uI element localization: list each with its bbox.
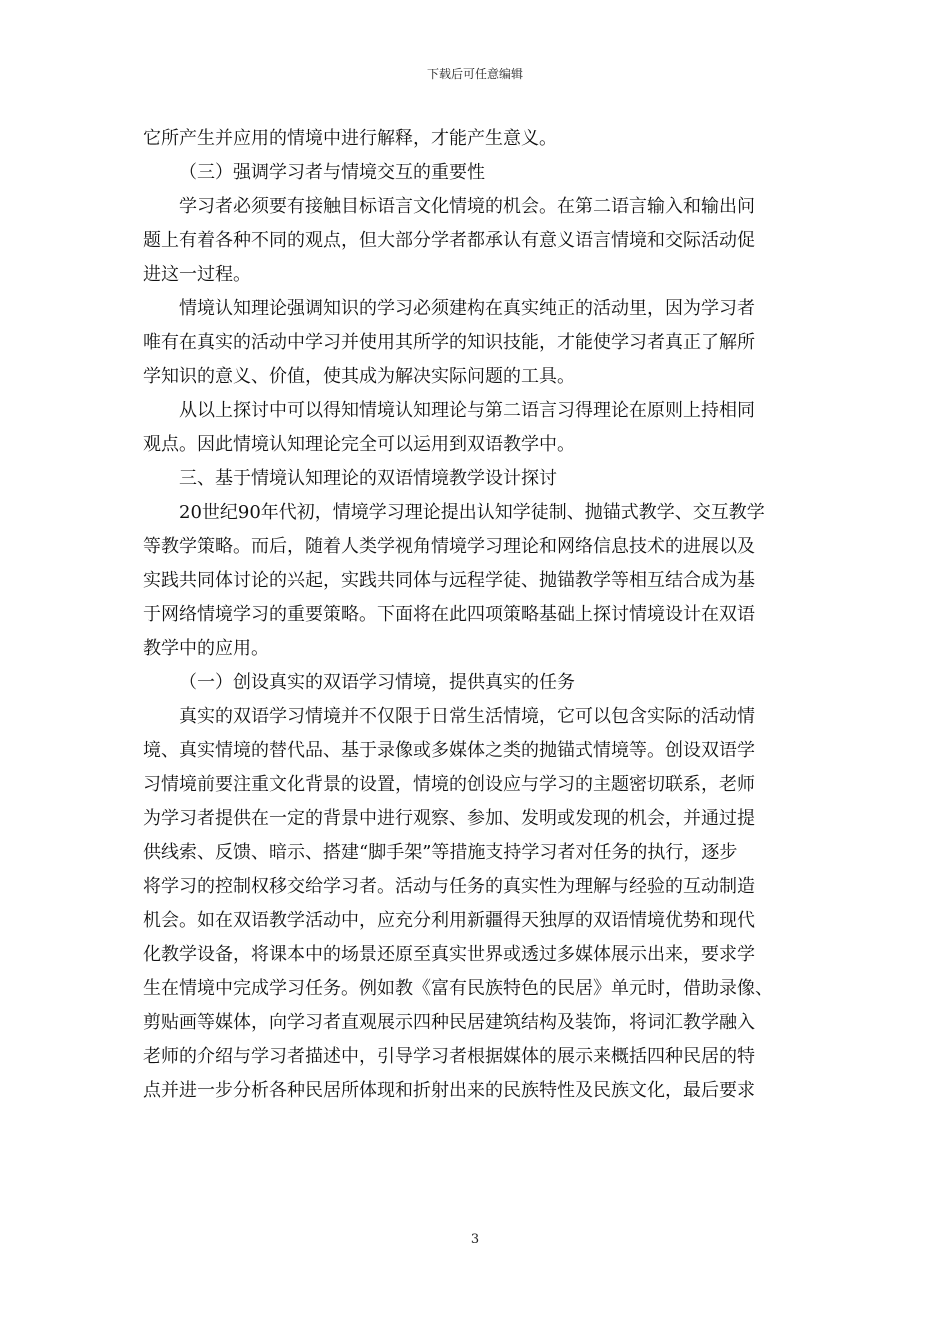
text-line: 实践共同体讨论的兴起，实践共同体与远程学徒、抛锚教学等相互结合成为基 (143, 570, 755, 591)
section-heading: 三、基于情境认知理论的双语情境教学设计探讨 (179, 468, 557, 489)
text-line: 点并进一步分析各种民居所体现和折射出来的民族特性及民族文化，最后要求 (143, 1080, 755, 1101)
text-line: 情境认知理论强调知识的学习必须建构在真实纯正的活动里，因为学习者 (179, 298, 755, 319)
text-line: 唯有在真实的活动中学习并使用其所学的知识技能，才能使学习者真正了解所 (143, 332, 755, 353)
text-line: 进这一过程。 (143, 264, 251, 285)
text-line: 习情境前要注重文化背景的设置，情境的创设应与学习的主题密切联系，老师 (143, 774, 755, 795)
text-line: 供线索、反馈、暗示、搭建“脚手架”等措施支持学习者对任务的执行，逐步 (143, 842, 738, 863)
text-line: 它所产生并应用的情境中进行解释，才能产生意义。 (143, 128, 557, 149)
text-line: 学知识的意义、价值，使其成为解决实际问题的工具。 (143, 366, 575, 387)
text-line: 境、真实情境的替代品、基于录像或多媒体之类的抛锚式情境等。创设双语学 (143, 740, 755, 761)
text-line: 等教学策略。而后，随着人类学视角情境学习理论和网络信息技术的进展以及 (143, 536, 755, 557)
text-line: 生在情境中完成学习任务。例如教《富有民族特色的民居》单元时，借助录像、 (143, 978, 773, 999)
page-number: 3 (470, 1232, 480, 1247)
section-heading: （一）创设真实的双语学习情境，提供真实的任务 (179, 672, 575, 693)
text-line: 将学习的控制权移交给学习者。活动与任务的真实性为理解与经验的互动制造 (143, 876, 755, 897)
text-line: 剪贴画等媒体，向学习者直观展示四种民居建筑结构及装饰，将词汇教学融入 (143, 1012, 755, 1033)
text-line: 老师的介绍与学习者描述中，引导学习者根据媒体的展示来概括四种民居的特 (143, 1046, 755, 1067)
document-body (143, 122, 805, 1108)
text-line: 教学中的应用。 (143, 638, 269, 659)
text-line: 学习者必须要有接触目标语言文化情境的机会。在第二语言输入和输出问 (179, 196, 755, 217)
text-line: 真实的双语学习情境并不仅限于日常生活情境，它可以包含实际的活动情 (179, 706, 755, 727)
text-line: 机会。如在双语教学活动中，应充分利用新疆得天独厚的双语情境优势和现代 (143, 910, 755, 931)
text-line: 20世纪90年代初，情境学习理论提出认知学徒制、抛锚式教学、交互教学 (179, 502, 765, 523)
text-line: 为学习者提供在一定的背景中进行观察、参加、发明或发现的机会，并通过提 (143, 808, 755, 829)
page-header: 下载后可任意编辑 (426, 67, 523, 81)
section-heading: （三）强调学习者与情境交互的重要性 (179, 162, 485, 183)
text-line: 化教学设备，将课本中的场景还原至真实世界或透过多媒体展示出来，要求学 (143, 944, 755, 965)
text-line: 观点。因此情境认知理论完全可以运用到双语教学中。 (143, 434, 575, 455)
text-line: 从以上探讨中可以得知情境认知理论与第二语言习得理论在原则上持相同 (179, 400, 755, 421)
text-line: 题上有着各种不同的观点，但大部分学者都承认有意义语言情境和交际活动促 (143, 230, 755, 251)
text-line: 于网络情境学习的重要策略。下面将在此四项策略基础上探讨情境设计在双语 (143, 604, 755, 625)
